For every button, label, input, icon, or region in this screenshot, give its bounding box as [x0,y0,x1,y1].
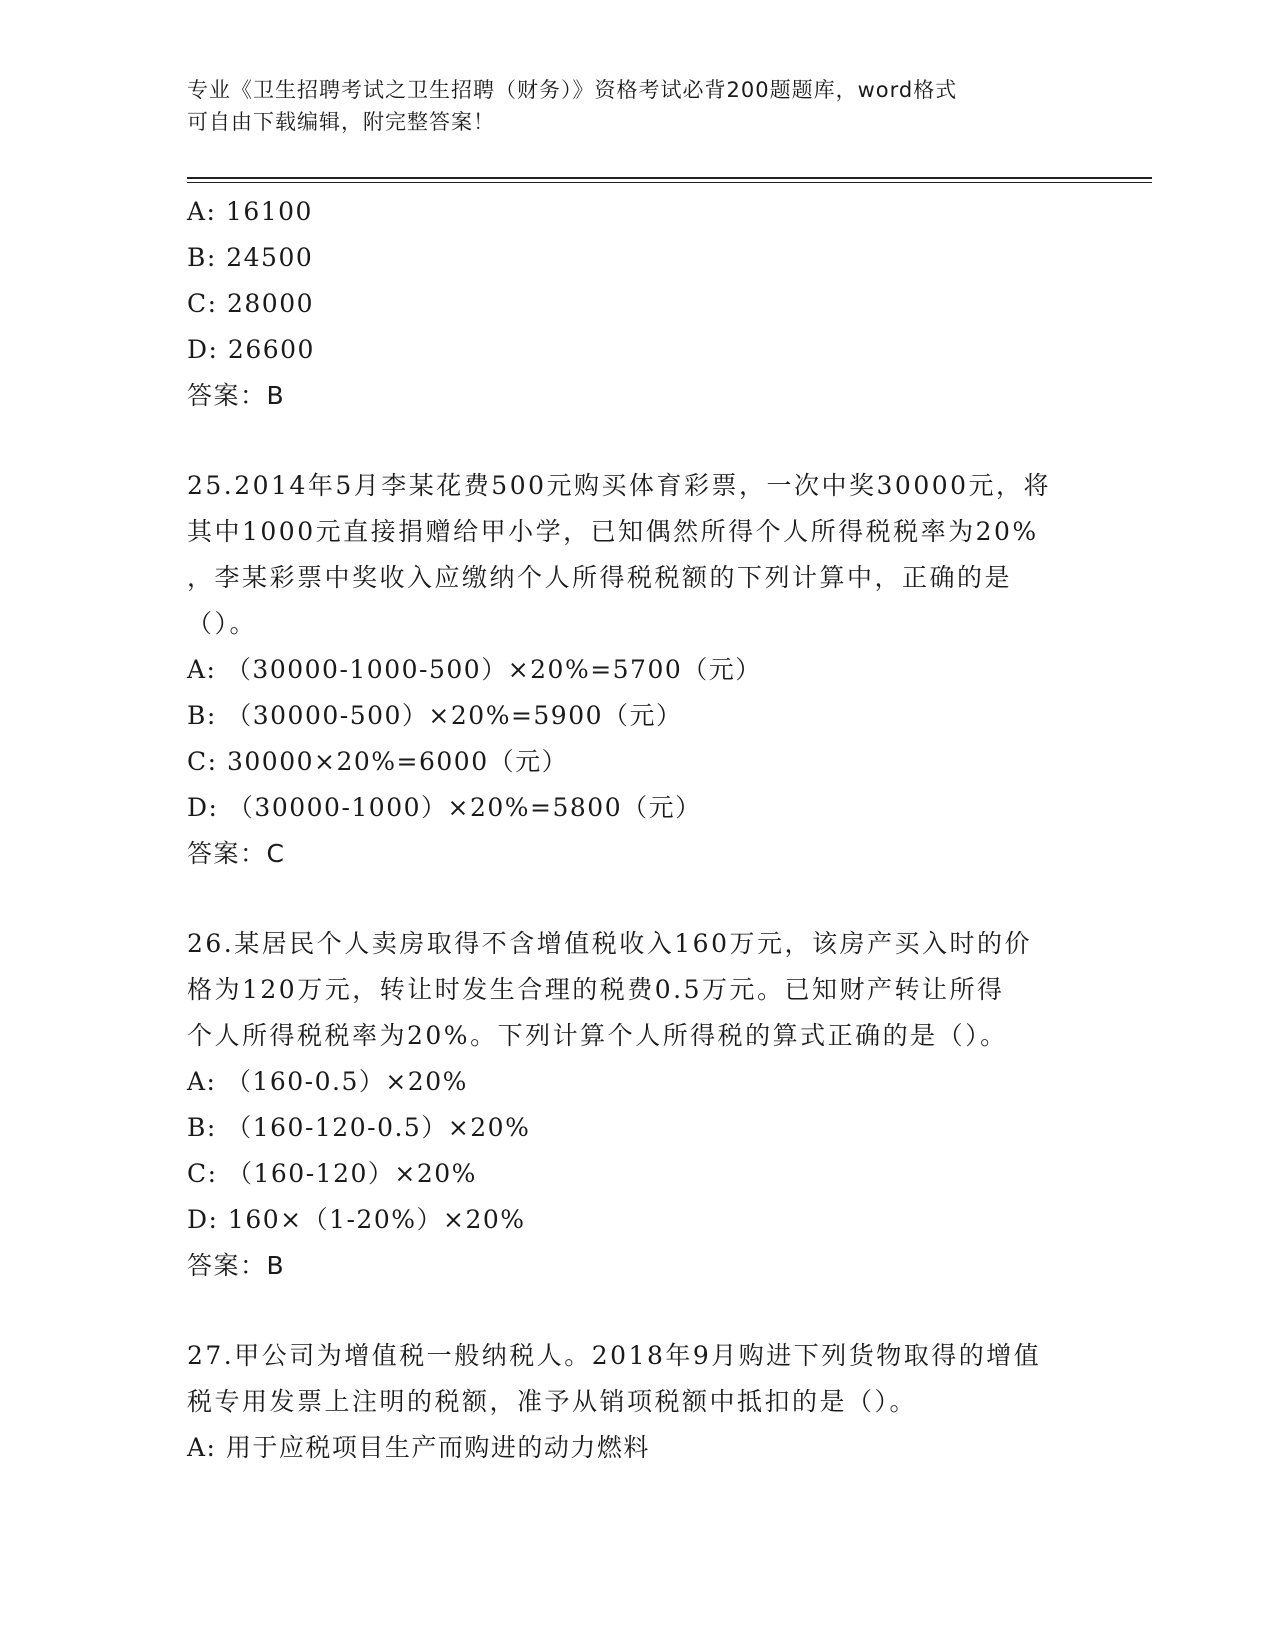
question-text-line: 27.甲公司为增值税一般纳税人。2018年9月购进下列货物取得的增值 [187,1341,1042,1370]
question-27 [187,1333,1087,1471]
option-d: D: 26600 [187,335,315,364]
question-text-line: 个人所得税税率为20%。下列计算个人所得税的算式正确的是（）。 [187,1021,1008,1050]
option-c: C: 30000×20%=6000（元） [187,747,569,776]
option-a: A: 16100 [187,197,313,226]
header-title-line-1: 专业《卫生招聘考试之卫生招聘（财务）》资格考试必背200题题库，word格式 [187,78,958,102]
question-text-line: 26.某居民个人卖房取得不含增值税收入160万元，该房产买入时的价 [187,929,1032,958]
option-a: A: （160-0.5）×20% [187,1067,468,1096]
question-text-line: 格为120万元，转让时发生合理的税费0.5万元。已知财产转让所得 [187,975,1005,1004]
question-text-line: （）。 [187,609,258,638]
answer-label: 答案：B [187,381,286,410]
question-25 [187,463,1087,877]
option-b: B: （30000-500）×20%=5900（元） [187,701,683,730]
option-d: D: 160×（1-20%）×20% [187,1205,526,1234]
question-text-line: 税专用发票上注明的税额，准予从销项税额中抵扣的是（）。 [187,1387,918,1416]
question-text-line: 25.2014年5月李某花费500元购买体育彩票，一次中奖30000元，将 [187,471,1052,500]
option-c: C: 28000 [187,289,315,318]
spacer [187,1289,1087,1333]
option-a: A: 用于应税项目生产而购进的动力燃料 [187,1433,650,1462]
option-b: B: （160-120-0.5）×20% [187,1113,531,1142]
option-a: A: （30000-1000-500）×20%=5700（元） [187,655,762,684]
header-title-line-2: 可自由下载编辑，附完整答案！ [187,110,495,134]
spacer [187,419,1087,463]
option-c: C: （160-120）×20% [187,1159,477,1188]
header-divider-thick [187,177,1152,179]
answer-label: 答案：B [187,1251,286,1280]
question-text-line: ，李某彩票中奖收入应缴纳个人所得税税额的下列计算中，正确的是 [187,563,1013,592]
option-b: B: 24500 [187,243,314,272]
option-d: D: （30000-1000）×20%=5800（元） [187,793,702,822]
answer-label: 答案：C [187,839,286,868]
question-24 [187,189,1087,419]
document-body [187,189,1087,1471]
document-header [187,74,1087,138]
header-divider-thin [187,182,1152,183]
spacer [187,877,1087,921]
question-text-line: 其中1000元直接捐赠给甲小学，已知偶然所得个人所得税税率为20% [187,517,1039,546]
question-26 [187,921,1087,1289]
